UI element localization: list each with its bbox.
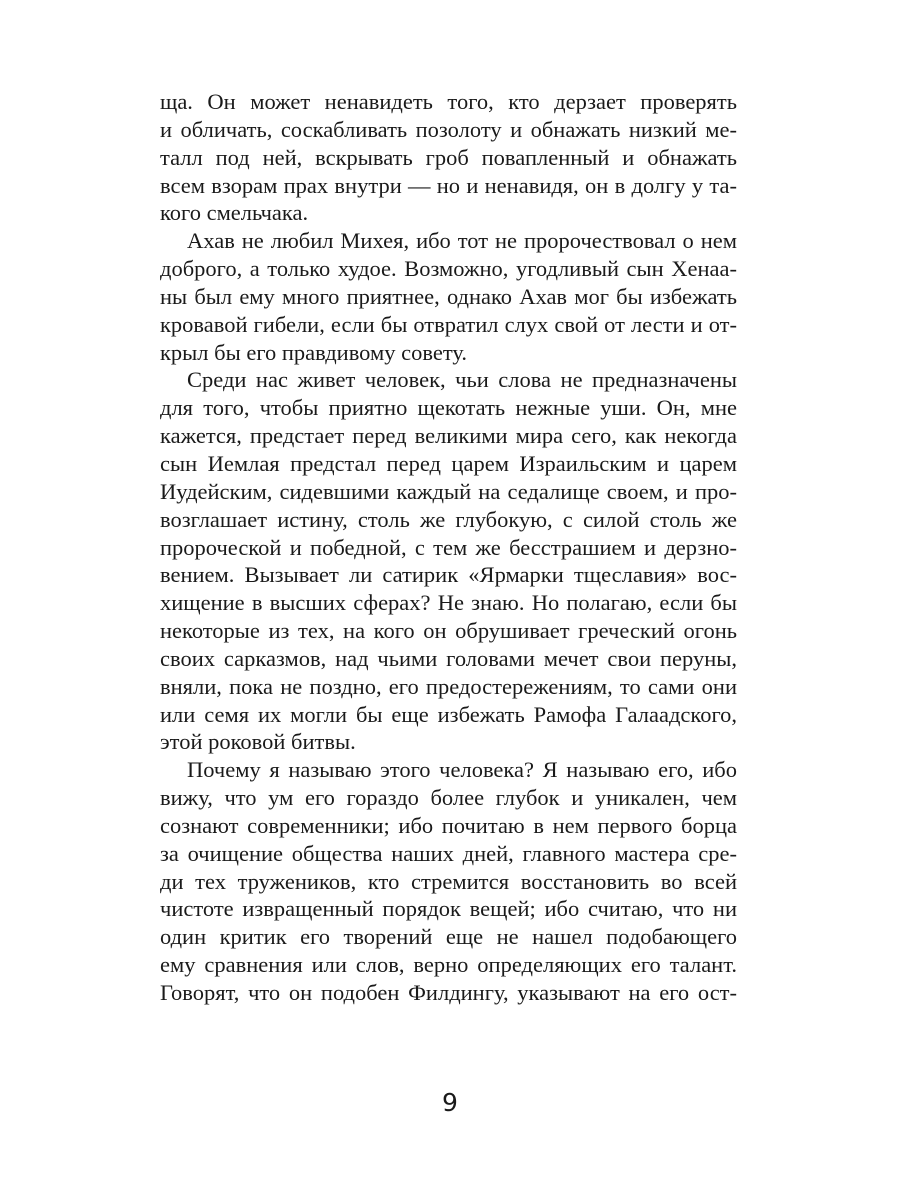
text-line: один критик его творений еще не нашел подобающего	[160, 924, 737, 950]
paragraph	[160, 227, 737, 366]
body-text	[160, 88, 737, 1007]
text-line: пророческой и победной, с тем же бесстрашием и дерзно-	[160, 534, 737, 560]
text-line: для того, чтобы приятно щекотать нежные уши. Он, мне	[160, 395, 737, 421]
text-line: ди тех тружеников, кто стремится восстановить во всей	[160, 868, 737, 894]
paragraph	[160, 366, 737, 756]
text-line: некоторые из тех, на кого он обрушивает греческий огонь	[160, 618, 737, 644]
text-line: вняли, пока не поздно, его предостережениям, то сами они	[160, 673, 737, 699]
text-line: возглашает истину, столь же глубокую, с силой столь же	[160, 506, 737, 532]
text-line: за очищение общества наших дней, главного мастера сре-	[160, 840, 737, 866]
text-line: хищение в высших сферах? Не знаю. Но полагаю, если бы	[160, 590, 737, 616]
text-line: этой роковой битвы.	[160, 729, 356, 755]
text-line: или семя их могли бы еще избежать Рамофа Галаадского,	[160, 701, 737, 727]
text-line: своих сарказмов, над чьими головами мечет свои перуны,	[160, 645, 737, 671]
text-line: кровавой гибели, если бы отвратил слух свой от лести и от-	[160, 311, 737, 337]
text-line: крыл бы его правдивому совету.	[160, 339, 467, 365]
text-line: Говорят, что он подобен Филдингу, указывают на его ост-	[160, 980, 737, 1005]
text-line: кого смельчака.	[160, 200, 309, 226]
text-line: сын Иемлая предстал перед царем Израильским и царем	[160, 450, 737, 476]
text-line: талл под ней, вскрывать гроб повапленный и обнажать	[160, 144, 737, 170]
text-line: доброго, а только худое. Возможно, угодливый сын Хенаа-	[160, 256, 737, 282]
text-line: ны был ему много приятнее, однако Ахав мог бы избежать	[160, 283, 737, 309]
text-line: Иудейским, сидевшими каждый на седалище своем, и про-	[160, 478, 737, 504]
text-line: сознают современники; ибо почитаю в нем первого борца	[160, 812, 737, 838]
text-line: ща. Он может ненавидеть того, кто дерзает проверять	[160, 89, 737, 114]
text-line: вижу, что ум его гораздо более глубок и уникален, чем	[160, 785, 737, 811]
text-line: Ахав не любил Михея, ибо тот не пророчествовал о нем	[187, 228, 737, 254]
text-line: Среди нас живет человек, чьи слова не предназначены	[187, 367, 737, 393]
text-line: чистоте извращенный порядок вещей; ибо считаю, что ни	[160, 896, 737, 922]
text-line: всем взорам прах внутри — но и ненавидя, он в долгу у та-	[160, 172, 737, 198]
text-line: вением. Вызывает ли сатирик «Ярмарки тщеславия» вос-	[160, 562, 737, 588]
text-line: Почему я называю этого человека? Я называю его, ибо	[187, 757, 737, 783]
paragraph	[160, 88, 737, 227]
paragraph	[160, 756, 737, 1007]
page-number: 9	[442, 1088, 458, 1117]
text-line: кажется, предстает перед великими мира сего, как некогда	[160, 423, 737, 449]
text-line: ему сравнения или слов, верно определяющих его талант.	[160, 952, 737, 978]
text-line: и обличать, соскабливать позолоту и обнажать низкий ме-	[160, 116, 737, 142]
